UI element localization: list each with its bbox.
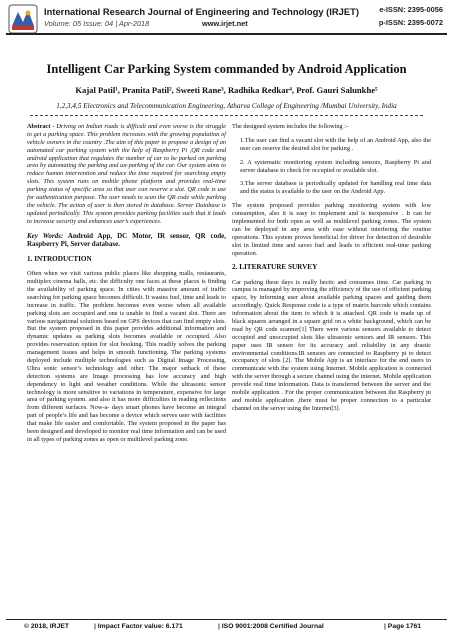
affiliation-divider	[30, 115, 423, 116]
system-description-text: The system proposed provides parking monitoring system with low consumption, also it is easy to implement and is inexpensive . It can be implemented for both open as well as multilevel parking zones. The system can be deployed in any area with ease without interfering the routine operations. This system proves beneficial for driver for detection of desirable slot in limited time and saves fuel and leads to efficient real-time parking operation.	[232, 202, 431, 257]
list-item: 1.The user can find a vacant slot with the help of an Android App, also the user can reserve the desired slot for parking .	[240, 136, 431, 152]
left-column	[27, 123, 226, 450]
impact-factor-text: Impact Factor value: 6.171	[97, 623, 183, 630]
footer-separator: |	[384, 623, 386, 630]
introduction-text: Often when we visit various public places like shopping malls, restaurants, multiplex cinema halls, etc. the difficulty one faces at these places is finding the availability of parking space. In cities with massive amount of traffic searching for parking space becomes difficult. It wastes fuel, time and leads to increase in traffic. The problem becomes even worse when all available parking slots are occupied and one is unable to find a vacant slot. There are various navigational solutions based on GPS devices that can find empty slots. But the system proposed in this paper provides additional information and dynamic updates as parking slots becomes available or occupied. Also provides reservation option for slot booking. This readily solves the parking management issues and helps in smooth functioning. The parking systems deployed include multiple technologies such as Digital Image Processing, Ultra sonic sensor’s technology and other. The major setback of these detection systems are Image processing has low accuracy and high dependency to light and weather conditions. While the ultrasonic sensor technology is more sensitive to variations in temperature, expensive for large area of parking system. and also it has more difficulties in reading reflections from different surfaces. Now-a- days smart phones have become an integral part of people’s life and has become a device which serves user with facilities that make life easier and comfortable. The system proposed in the paper has been designed and developed to monitor real time information and can be used in all types of parking zones as open or multilevel parking zone.	[27, 270, 226, 443]
section-heading-literature-survey: 2. LITERATURE SURVEY	[232, 263, 318, 272]
footer-iso	[218, 623, 324, 630]
journal-website: www.irjet.net	[202, 19, 248, 28]
list-item: 3.The server database is periodically updated for handling real time data and the status is available to the user on the Android App.	[240, 180, 431, 196]
irjet-logo-icon	[8, 4, 38, 34]
paper-authors: Kajal Patil¹, Pranita Patil², Sweeti Rane³, Radhika Redkar⁴, Prof. Gauri Salunkhe⁵	[75, 85, 378, 95]
journal-name: International Research Journal of Engineering and Technology (IRJET)	[44, 6, 359, 17]
footer-divider	[6, 619, 447, 620]
footer-page-number	[384, 623, 422, 630]
literature-survey-text: Car parking these days is really hectic and consumes time. Car parking in campus is managed by improving the efficiency of the use of efficient parking space, by informing user about available parking spaces and guiding them accordingly. Quick Response code is a type of matrix barcode which contains information about the item to which it is attached. QR code is made up of black squares arranged in a square grid on a white background, which can be read by QR code scanner[1] There were various sensors available to detect occupied and unoccupied slots like ultrasonic sensors and IR sensors. This paper uses IR sensor for its accuracy and reliability in any drastic environmental conditions.IR sensors are connected to Raspberry pi to detect occupancy of slots [2]. The Mobile App is an interface for the end users to communicate with the system using Internet. Mobile application is connected with the server through a secure channel using the internet. Mobile application provide real time information. Data is transferred between the server and the mobile application . For the proper communication between the Raspberry pi and mobile application ,there must be proper connection to a particular channel on the server using the Internet[3].	[232, 278, 431, 412]
journal-header	[0, 0, 453, 44]
keywords-text: Android App, DC Motor, IR sensor, QR code, Raspberry Pi, Server database.	[27, 231, 226, 249]
volume-issue: Volume: 05 Issue: 04 | Apr-2018	[44, 19, 150, 28]
keywords-label: Key Words:	[27, 231, 64, 240]
p-issn: p-ISSN: 2395-0072	[378, 18, 443, 27]
footer-separator: |	[94, 623, 96, 630]
system-intro-text: The designed system includes the following :-	[232, 123, 349, 130]
list-item: 2. A systematic monitoring system including sensors, Raspberry Pi and server database to check for occupied or available slot.	[240, 158, 431, 174]
footer-impact-factor	[94, 623, 183, 630]
abstract-text: Driving on Indian roads is difficult and even worse is the struggle to get a parking space. This problem increases with the growing population of vehicle owners in the country .The aim of this paper to propose a design of an automated car parking system with the help of Raspberry Pi ,QR code and android application that regulates the number of car to be parked on parking area by automating the parking and un-parking of the car. Our system aims to reduce human intervention and reduce the time required for searching empty slots. This system runs on mobile phone platform and provides real-time parking status of specific area so that user can reserve a slot. QR code is use for authentication purpose. The user needs to scan the QR code while parking the vehicle. The action of user is then stored in database. Server Database is updated periodically. This system provides parking facilities such that it leads to increase security and enhances user’s experiences.	[27, 123, 226, 225]
section-heading-introduction: 1. INTRODUCTION	[27, 255, 92, 264]
keywords	[27, 232, 226, 250]
footer-separator: |	[218, 623, 220, 630]
page-number-text: Page 1761	[387, 623, 422, 630]
e-issn: e-ISSN: 2395-0056	[379, 5, 443, 14]
author-affiliation: 1,2,3,4,5 Electronics and Telecommunication Engineering, Atharva College of Engineering /Mumbai University, India	[56, 102, 397, 110]
iso-text: ISO 9001:2008 Certified Journal	[221, 623, 324, 630]
paper-title: Intelligent Car Parking System commanded by Android Application	[46, 62, 407, 76]
right-column	[232, 123, 431, 419]
footer-copyright: © 2018, IRJET	[24, 623, 70, 630]
header-divider	[6, 33, 447, 35]
abstract-label: Abstract -	[27, 123, 55, 130]
abstract	[27, 123, 226, 226]
